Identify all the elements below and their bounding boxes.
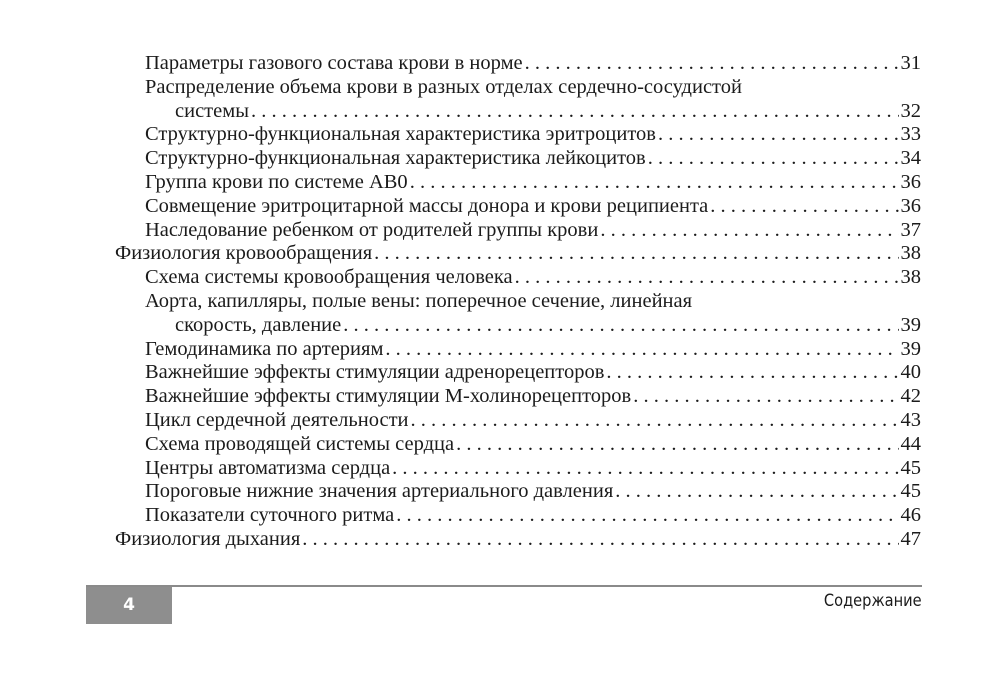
toc-entry[interactable] xyxy=(115,219,921,243)
toc-line xyxy=(145,504,921,528)
dot-leader xyxy=(374,242,898,266)
toc-line xyxy=(145,147,921,171)
dot-leader xyxy=(648,147,899,171)
toc-line xyxy=(145,290,921,314)
toc-entry[interactable] xyxy=(115,266,921,290)
toc-page-number: 45 xyxy=(900,456,921,479)
toc-title: Распределение объема крови в разных отделах сердечно-сосудистой xyxy=(145,75,742,98)
toc-title: Совмещение эритроцитарной массы донора и крови реципиента xyxy=(145,194,709,217)
toc-title: Физиология дыхания xyxy=(115,527,301,550)
toc-line xyxy=(145,361,921,385)
toc-entry[interactable] xyxy=(115,52,921,76)
toc-title: Показатели суточного ритма xyxy=(145,504,395,527)
dot-leader xyxy=(396,504,898,528)
toc-title: Пороговые нижние значения артериального давления xyxy=(145,480,614,503)
dot-leader xyxy=(302,528,898,552)
toc-line xyxy=(145,385,921,409)
toc-page-number: 38 xyxy=(900,242,921,265)
toc-line xyxy=(145,480,921,504)
toc-page-number: 45 xyxy=(900,480,921,503)
toc-page-number: 34 xyxy=(900,147,921,170)
toc-entry[interactable] xyxy=(115,480,921,504)
toc-entry[interactable] xyxy=(115,385,921,409)
footer-rule xyxy=(86,585,922,587)
toc-title: системы xyxy=(175,99,249,122)
toc-line xyxy=(145,76,921,100)
toc-page-number: 46 xyxy=(900,504,921,527)
toc-title: Важнейшие эффекты стимуляции М-холинорецепторов xyxy=(145,385,632,408)
toc-entry[interactable] xyxy=(115,195,921,219)
toc-title: Схема проводящей системы сердца xyxy=(145,432,455,455)
toc-entry[interactable] xyxy=(115,361,921,385)
dot-leader xyxy=(615,480,898,504)
dot-leader xyxy=(410,171,899,195)
toc-line xyxy=(145,338,921,362)
toc-line xyxy=(145,52,921,76)
toc-line xyxy=(145,171,921,195)
running-head: Содержание xyxy=(824,591,922,611)
toc-page-number: 40 xyxy=(900,361,921,384)
toc-entry[interactable] xyxy=(115,409,921,433)
toc-entry[interactable] xyxy=(115,290,921,338)
toc-entry[interactable] xyxy=(115,433,921,457)
toc-page-number: 36 xyxy=(900,194,921,217)
dot-leader xyxy=(251,100,899,124)
dot-leader xyxy=(600,219,898,243)
toc-page-number: 44 xyxy=(900,432,921,455)
toc-title: Физиология кровообращения xyxy=(115,242,373,265)
toc-title: Аорта, капилляры, полые вены: поперечное сечение, линейная xyxy=(145,289,693,312)
toc-title: Гемодинамика по артериям xyxy=(145,337,384,360)
toc-page-number: 31 xyxy=(900,52,921,74)
toc-line xyxy=(145,100,921,124)
dot-leader xyxy=(343,314,898,338)
toc-entry[interactable] xyxy=(115,147,921,171)
dot-leader xyxy=(392,457,898,481)
toc-entry[interactable] xyxy=(115,504,921,528)
toc-line xyxy=(145,409,921,433)
toc-title: Наследование ребенком от родителей группы крови xyxy=(145,218,599,241)
toc-line xyxy=(145,457,921,481)
toc-entry[interactable] xyxy=(115,76,921,124)
toc-entry[interactable] xyxy=(115,457,921,481)
dot-leader xyxy=(456,433,898,457)
toc-title: Цикл сердечной деятельности xyxy=(145,408,409,431)
toc-page-number: 39 xyxy=(900,337,921,360)
toc-title: Группа крови по системе АВ0 xyxy=(145,170,408,193)
dot-leader xyxy=(633,385,898,409)
dot-leader xyxy=(658,123,899,147)
page-number: 4 xyxy=(86,587,172,624)
toc-page-number: 47 xyxy=(900,527,921,550)
toc-page-number: 36 xyxy=(900,170,921,193)
toc-page-number: 38 xyxy=(900,266,921,289)
toc-page-number: 32 xyxy=(900,99,921,122)
toc-line xyxy=(145,314,921,338)
toc-title: Центры автоматизма сердца xyxy=(145,456,391,479)
toc-line xyxy=(145,433,921,457)
toc-page-number: 39 xyxy=(900,313,921,336)
toc-page-number: 33 xyxy=(900,123,921,146)
dot-leader xyxy=(710,195,898,219)
dot-leader xyxy=(515,266,899,290)
toc-title: Параметры газового состава крови в норме xyxy=(145,52,523,74)
dot-leader xyxy=(411,409,899,433)
toc-section[interactable] xyxy=(115,528,921,552)
toc-line xyxy=(145,195,921,219)
toc-line xyxy=(115,528,921,552)
toc-entry[interactable] xyxy=(115,171,921,195)
toc-title: Схема системы кровообращения человека xyxy=(145,266,513,289)
toc-line xyxy=(145,219,921,243)
toc-section[interactable] xyxy=(115,242,921,266)
toc-line xyxy=(145,123,921,147)
table-of-contents xyxy=(115,52,921,552)
dot-leader xyxy=(606,361,898,385)
toc-line xyxy=(115,242,921,266)
toc-title: скорость, давление xyxy=(175,313,342,336)
toc-title: Структурно-функциональная характеристика эритроцитов xyxy=(145,123,656,146)
toc-page-number: 43 xyxy=(900,408,921,431)
toc-page-number: 42 xyxy=(900,385,921,408)
dot-leader xyxy=(525,52,899,76)
toc-entry[interactable] xyxy=(115,338,921,362)
toc-entry[interactable] xyxy=(115,123,921,147)
dot-leader xyxy=(385,338,898,362)
toc-title: Важнейшие эффекты стимуляции адренорецепторов xyxy=(145,361,605,384)
toc-line xyxy=(145,266,921,290)
toc-title: Структурно-функциональная характеристика лейкоцитов xyxy=(145,147,646,170)
toc-page-number: 37 xyxy=(900,218,921,241)
